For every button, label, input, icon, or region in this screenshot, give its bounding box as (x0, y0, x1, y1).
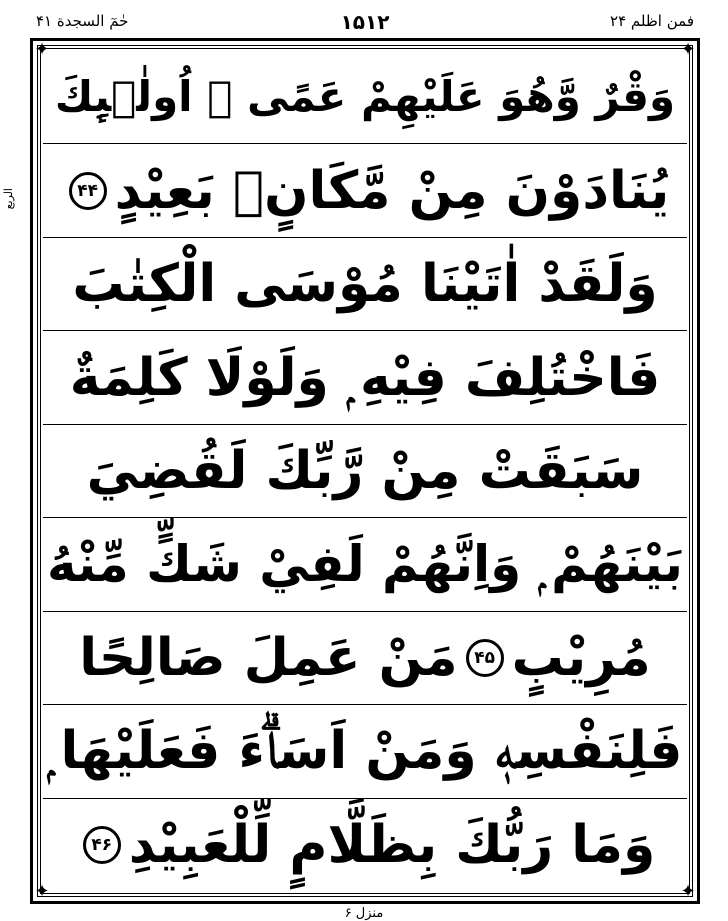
arabic-text: وَمَا رَبُّكَ بِظَلَّامٍ لِّلْعَبِيْدِ (128, 814, 656, 875)
rub-marker: الربع (2, 188, 15, 210)
text-line (43, 612, 687, 705)
ayah-number-marker: ۴۵ (466, 639, 504, 677)
arabic-text: وَقْرٌ وَّهُوَ عَلَيْهِمْ عَمًى ۭ اُولٰۗىِٕكَ (54, 72, 676, 122)
corner-ornament-icon: ✦ (680, 881, 696, 902)
text-line (43, 425, 687, 518)
ayah-number-marker: ۴۴ (69, 172, 107, 210)
para-name: فمن اظلم ۲۴ (610, 12, 694, 30)
corner-ornament-icon: ✦ (34, 39, 50, 60)
corner-ornament-icon: ✦ (34, 881, 50, 902)
arabic-text: فَلِنَفْسِهٖ وَمَنْ اَسَاۗءَ فَعَلَيْهَا ۭ (47, 721, 683, 782)
page-frame (30, 38, 700, 904)
arabic-text: مُرِيْبٍ (511, 627, 651, 688)
text-line (43, 238, 687, 331)
text-line (43, 705, 687, 798)
arabic-text: مَنْ عَمِلَ صَالِحًا (79, 627, 458, 688)
page-header (30, 10, 700, 36)
ayah-number-marker: ۴۶ (83, 826, 121, 864)
text-line (43, 144, 687, 237)
surah-name: حٰمٓ السجدة ۴۱ (36, 12, 129, 30)
text-line (43, 331, 687, 424)
manzil-footer: منزل ۶ (344, 906, 384, 921)
arabic-text: وَلَقَدْ اٰتَيْنَا مُوْسَى الْكِتٰبَ (72, 254, 658, 315)
text-line (43, 799, 687, 891)
arabic-text: بَيْنَهُمْ ۭ وَاِنَّهُمْ لَفِيْ شَكٍّ مِّنْهُ (47, 535, 683, 594)
arabic-text: فَاخْتُلِفَ فِيْهِ ۭ وَلَوْلَا كَلِمَةٌ (69, 347, 661, 408)
text-line (43, 51, 687, 144)
text-lines (43, 51, 687, 891)
arabic-text: سَبَقَتْ مِنْ رَّبِّكَ لَقُضِيَ (86, 440, 644, 501)
page-number: ۱۵۱۲ (340, 10, 390, 34)
text-line (43, 518, 687, 611)
arabic-text: يُنَادَوْنَ مِنْ مَّكَانٍۢ بَعِيْدٍ (114, 160, 670, 221)
corner-ornament-icon: ✦ (680, 39, 696, 60)
